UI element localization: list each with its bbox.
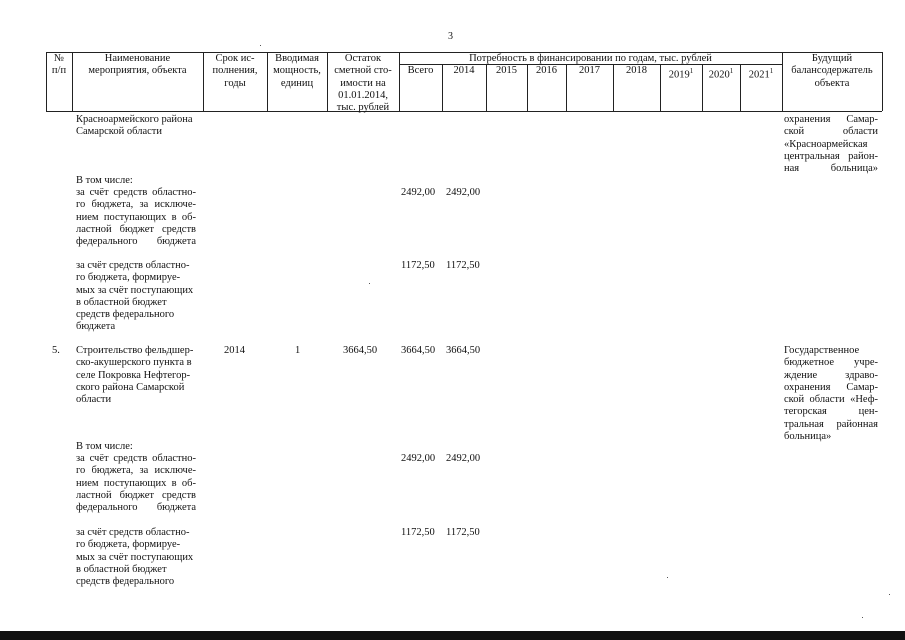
header-col-balance: Остаток сметной сто- имости на 01.01.2014, тыс. рублей	[334, 53, 392, 114]
header-bottom-rule	[46, 111, 882, 112]
page-number: 3	[448, 31, 453, 42]
continued-holder: охранения Самар- ской области «Красноармейская центральная район- ная больница»	[784, 114, 878, 175]
continued-object-name: Красноармейского района Самарской области	[76, 114, 193, 138]
amount-total: 2492,00	[401, 187, 436, 198]
future-holder: Государственное бюджетное учре- ждение здраво- охранения Самар- ской области «Неф- тегорская цен- тральная районная больница»	[784, 345, 878, 443]
funding-source-regional: за счёт средств областно- го бюджета, за исключе- нием поступающих в об- ластной бюджет средств федерального бюджета	[76, 453, 196, 514]
header-year-2014: 2014	[453, 65, 475, 76]
capacity-units: 1	[295, 345, 301, 356]
header-col-term: Срок ис- полнения, годы	[212, 53, 258, 89]
header-col-capacity: Вводимая мощность, единиц	[273, 53, 321, 89]
object-name: Строительство фельдшер- ско-акушерского пункта в селе Покровка Нефтегор- ского района Самарской области	[76, 345, 194, 406]
item-number: 5.	[52, 345, 60, 356]
scan-speck	[889, 594, 890, 595]
footnote-mark: 1	[689, 67, 694, 75]
funding-source-regional: за счёт средств областно- го бюджета, за исключе- нием поступающих в об- ластной бюджет средств федерального бюджета	[76, 187, 196, 248]
header-year-2021: 2021$^1$	[748, 67, 774, 81]
header-year-2016: 2016	[536, 65, 557, 76]
header-col-total: Всего	[407, 65, 434, 76]
header-year-2015: 2015	[496, 65, 517, 76]
header-col-name: Наименование мероприятия, объекта	[88, 53, 187, 77]
amount-total: 2492,00	[401, 453, 436, 464]
header-col-number: № п/п	[51, 53, 67, 77]
header-funding-group: Потребность в финансировании по годам, тыс. рублей	[469, 53, 712, 64]
header-year-2019: 2019$^1$	[668, 67, 694, 81]
col-rule	[882, 52, 883, 111]
amount-2014: 2492,00	[446, 453, 481, 464]
scan-speck	[862, 617, 863, 618]
completion-year: 2014	[224, 345, 245, 356]
scan-speck	[260, 45, 261, 46]
scan-bottom-edge	[0, 631, 905, 640]
funding-source-federal: за счёт средств областно- го бюджета, формируе- мых за счёт поступающих в областной бюджет средств федерального	[76, 527, 194, 588]
footnote-mark: 1	[769, 67, 774, 75]
header-year-2017: 2017	[579, 65, 600, 76]
amount-total: 1172,50	[401, 260, 435, 271]
amount-2014: 1172,50	[446, 527, 480, 538]
header-year-2018: 2018	[626, 65, 647, 76]
including-label: В том числе:	[76, 175, 133, 186]
remaining-estimate: 3664,50	[343, 345, 378, 356]
amount-2014: 1172,50	[446, 260, 480, 271]
amount-total: 1172,50	[401, 527, 435, 538]
including-label: В том числе:	[76, 441, 133, 452]
scan-speck	[369, 283, 370, 284]
amount-total: 3664,50	[401, 345, 436, 356]
header-year-2020: 2020$^1$	[708, 67, 734, 81]
footnote-mark: 1	[729, 67, 734, 75]
funding-source-federal: за счёт средств областно- го бюджета, формируе- мых за счёт поступающих в областной бюджет средств федерального бюджета	[76, 260, 194, 333]
amount-2014: 3664,50	[446, 345, 481, 356]
amount-2014: 2492,00	[446, 187, 481, 198]
scan-speck	[667, 577, 668, 578]
header-col-holder: Будущий балансодержатель объекта	[791, 53, 873, 89]
